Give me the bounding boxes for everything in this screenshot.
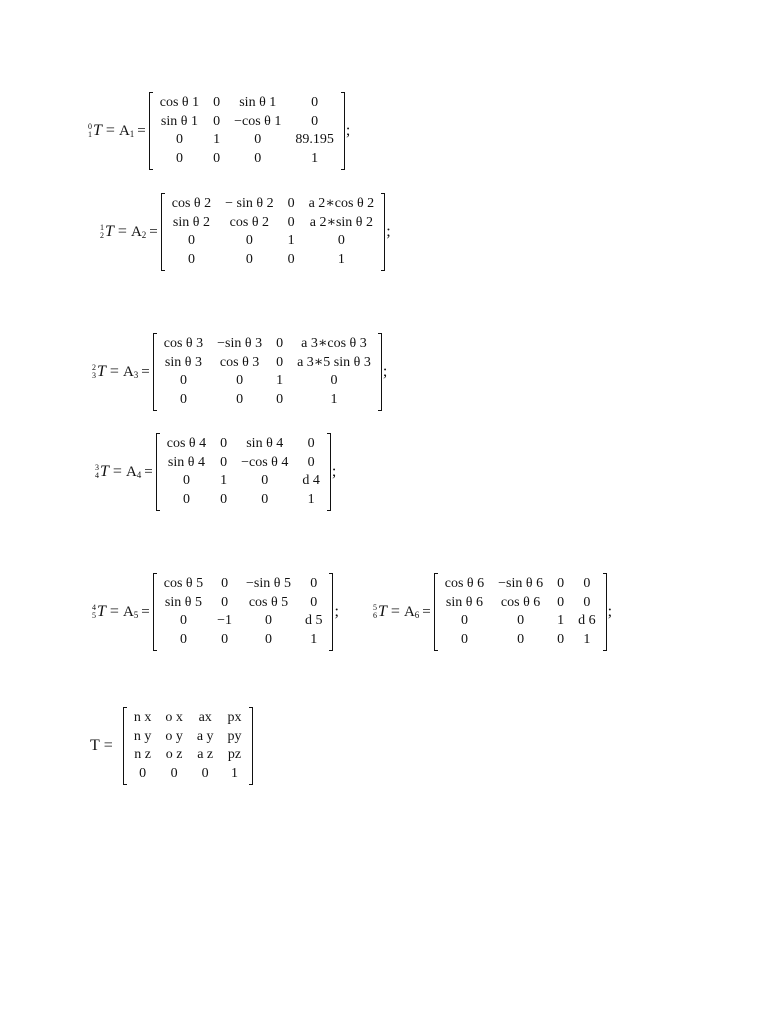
equals-sign: = bbox=[144, 463, 153, 480]
matrix-cell: 0 bbox=[221, 594, 229, 610]
matrix-cell: 0 bbox=[220, 491, 228, 507]
transform-symbol: T bbox=[100, 463, 109, 480]
matrix-row bbox=[165, 214, 381, 233]
matrix-cell: 0 bbox=[221, 576, 229, 591]
matrix-cell: cos θ 2 bbox=[171, 196, 212, 211]
matrix-cell: sin θ 6 bbox=[445, 594, 483, 610]
matrix-cell: 0 bbox=[175, 150, 183, 166]
frame-from-index: 1 bbox=[100, 223, 104, 232]
matrix-cell: 0 bbox=[201, 765, 209, 781]
matrix-cell: − sin θ 2 bbox=[225, 196, 274, 211]
matrix-cell: 0 bbox=[221, 631, 229, 647]
matrix-cell: 0 bbox=[330, 373, 338, 388]
matrix-cell: 0 bbox=[583, 576, 591, 591]
matrix-row bbox=[438, 631, 603, 650]
matrix-cell: 1 bbox=[310, 631, 318, 647]
matrix-cell: 1 bbox=[276, 373, 284, 388]
matrix-cell: 1 bbox=[557, 613, 565, 628]
semicolon: ; bbox=[345, 122, 351, 139]
matrix-row bbox=[160, 454, 327, 473]
matrix-row bbox=[438, 575, 603, 594]
matrix-cell: 1 bbox=[311, 150, 319, 166]
matrix-table bbox=[157, 575, 330, 649]
matrix-final bbox=[123, 707, 253, 785]
matrix-subscript: 6 bbox=[414, 609, 420, 620]
semicolon: ; bbox=[331, 463, 337, 480]
semicolon: ; bbox=[382, 363, 388, 380]
matrix-table bbox=[153, 94, 341, 168]
equation-lhs bbox=[95, 463, 156, 481]
matrix-cell: 0 bbox=[187, 251, 195, 267]
matrix-subscript: 1 bbox=[129, 128, 135, 139]
transform-symbol: T bbox=[97, 603, 106, 620]
matrix-cell: 0 bbox=[261, 491, 269, 507]
equals-sign: = bbox=[109, 363, 119, 380]
matrix-cell: cos θ 6 bbox=[500, 594, 541, 610]
matrix-row bbox=[153, 150, 341, 169]
matrix-cell: o x bbox=[165, 710, 183, 725]
matrix-cell: sin θ 1 bbox=[239, 95, 277, 110]
frame-from-index: 3 bbox=[95, 463, 99, 472]
matrix-cell: d 5 bbox=[304, 613, 323, 628]
matrix-cell: 0 bbox=[265, 613, 272, 628]
equation-a5 bbox=[92, 573, 339, 651]
frame-to-index: 1 bbox=[88, 130, 92, 139]
matrix-subscript: 2 bbox=[141, 229, 147, 240]
matrix-cell: cos θ 3 bbox=[219, 354, 260, 370]
matrix-cell: d 6 bbox=[578, 613, 596, 628]
matrix-cell: 0 bbox=[179, 373, 187, 388]
matrix-cell: a 2∗cos θ 2 bbox=[308, 196, 375, 211]
matrix-cell: cos θ 5 bbox=[248, 594, 289, 610]
matrix-cell: cos θ 2 bbox=[229, 214, 270, 230]
matrix-cell: 0 bbox=[254, 150, 262, 166]
frame-to-index: 6 bbox=[373, 611, 377, 620]
matrix-cell: 0 bbox=[460, 613, 468, 628]
matrix-letter: A bbox=[125, 463, 137, 480]
frame-indices bbox=[100, 224, 104, 240]
matrix-table bbox=[165, 195, 381, 269]
frame-indices bbox=[373, 604, 377, 620]
frame-indices bbox=[92, 604, 96, 620]
matrix-cell: 0 bbox=[276, 354, 284, 370]
semicolon: ; bbox=[334, 603, 339, 620]
matrix-cell: cos θ 1 bbox=[159, 95, 200, 110]
matrix-a3 bbox=[153, 333, 382, 411]
matrix-cell: 0 bbox=[307, 454, 315, 470]
matrix-cell: −sin θ 6 bbox=[498, 576, 544, 591]
matrix-cell: n z bbox=[134, 747, 151, 762]
matrix-cell: 1 bbox=[287, 233, 295, 248]
matrix-cell: 1 bbox=[213, 132, 221, 147]
equals-sign: = bbox=[117, 223, 127, 240]
equals-sign: = bbox=[112, 463, 122, 480]
matrix-cell: a 3∗cos θ 3 bbox=[301, 336, 367, 351]
semicolon: ; bbox=[386, 223, 391, 240]
equation-a1 bbox=[88, 92, 350, 170]
equation-a3 bbox=[92, 333, 387, 411]
matrix-cell: 0 bbox=[337, 233, 345, 248]
equation-lhs bbox=[92, 603, 153, 621]
frame-from-index: 4 bbox=[92, 603, 96, 612]
matrix-cell: 1 bbox=[220, 473, 228, 488]
matrix-subscript: 4 bbox=[136, 469, 142, 480]
matrix-cell: 0 bbox=[220, 454, 228, 470]
matrix-row bbox=[160, 491, 327, 510]
equals-sign: = bbox=[105, 122, 115, 139]
equals-sign: = bbox=[141, 363, 150, 380]
equation-lhs bbox=[92, 363, 153, 381]
matrix-table bbox=[438, 575, 603, 649]
matrix-table bbox=[127, 709, 249, 783]
matrix-cell: 0 bbox=[236, 373, 244, 388]
matrix-cell: 0 bbox=[307, 436, 315, 451]
matrix-cell: 0 bbox=[310, 594, 318, 610]
matrix-row bbox=[157, 612, 330, 631]
matrix-cell: 0 bbox=[276, 336, 284, 351]
matrix-cell: 0 bbox=[287, 214, 295, 230]
matrix-cell: 0 bbox=[287, 251, 295, 267]
matrix-row bbox=[127, 746, 249, 765]
matrix-row bbox=[165, 195, 381, 214]
matrix-cell: 0 bbox=[557, 594, 565, 610]
matrix-a2 bbox=[161, 193, 385, 271]
matrix-row bbox=[157, 335, 378, 354]
equals-sign: = bbox=[109, 603, 119, 620]
matrix-cell: 0 bbox=[583, 594, 591, 610]
matrix-cell: 0 bbox=[311, 113, 319, 129]
matrix-cell: −sin θ 5 bbox=[246, 576, 291, 591]
matrix-cell: 0 bbox=[213, 113, 221, 129]
matrix-cell: 0 bbox=[254, 132, 262, 147]
frame-indices bbox=[92, 364, 96, 380]
matrix-row bbox=[160, 472, 327, 491]
matrix-name bbox=[123, 604, 138, 621]
matrix-cell: a y bbox=[196, 728, 214, 744]
matrix-row bbox=[157, 391, 378, 410]
equation-lhs bbox=[90, 737, 117, 755]
equals-sign: = bbox=[390, 603, 400, 620]
matrix-subscript: 3 bbox=[133, 369, 139, 380]
matrix-cell: 0 bbox=[213, 150, 221, 166]
equation-a2 bbox=[100, 193, 391, 271]
matrix-name bbox=[119, 123, 134, 140]
matrix-cell: 1 bbox=[583, 631, 591, 647]
matrix-cell: 0 bbox=[187, 233, 195, 248]
equation-a4 bbox=[95, 433, 336, 511]
matrix-letter: A bbox=[122, 363, 134, 380]
matrix-row bbox=[160, 435, 327, 454]
transform-symbol: T bbox=[105, 223, 114, 240]
matrix-cell: 0 bbox=[276, 391, 284, 407]
matrix-name bbox=[123, 364, 138, 381]
matrix-name bbox=[131, 224, 146, 241]
matrix-cell: d 4 bbox=[302, 473, 320, 488]
matrix-row bbox=[157, 594, 330, 613]
equals-sign: = bbox=[137, 122, 146, 139]
matrix-row bbox=[157, 575, 330, 594]
frame-from-index: 5 bbox=[373, 603, 377, 612]
matrix-cell: 0 bbox=[236, 391, 244, 407]
matrix-cell: cos θ 6 bbox=[444, 576, 485, 591]
matrix-cell: 0 bbox=[517, 631, 525, 647]
matrix-letter: A bbox=[130, 223, 142, 240]
matrix-a4 bbox=[156, 433, 331, 511]
equation-lhs bbox=[88, 122, 149, 140]
matrix-cell: 0 bbox=[182, 491, 190, 507]
matrix-a6 bbox=[434, 573, 607, 651]
transform-symbol: T bbox=[97, 363, 106, 380]
equals-sign: = bbox=[149, 223, 158, 240]
matrix-cell: 0 bbox=[245, 251, 253, 267]
equation-final bbox=[90, 707, 253, 785]
matrix-cell: cos θ 3 bbox=[163, 336, 204, 351]
matrix-cell: 0 bbox=[265, 631, 272, 647]
matrix-a1 bbox=[149, 92, 345, 170]
matrix-row bbox=[438, 594, 603, 613]
matrix-cell: 1 bbox=[337, 251, 345, 267]
matrix-cell: 0 bbox=[182, 473, 190, 488]
matrix-cell: 1 bbox=[330, 391, 338, 407]
matrix-cell: cos θ 4 bbox=[166, 436, 207, 451]
matrix-cell: 0 bbox=[310, 576, 318, 591]
frame-to-index: 4 bbox=[95, 471, 99, 480]
matrix-cell: sin θ 3 bbox=[164, 354, 202, 370]
matrix-cell: −sin θ 3 bbox=[217, 336, 263, 351]
matrix-cell: 0 bbox=[220, 436, 228, 451]
matrix-cell: −1 bbox=[217, 613, 233, 628]
matrix-cell: cos θ 5 bbox=[163, 576, 204, 591]
transform-symbol: T bbox=[93, 122, 102, 139]
frame-from-index: 0 bbox=[88, 122, 92, 131]
matrix-cell: 0 bbox=[557, 576, 565, 591]
matrix-row bbox=[157, 631, 330, 650]
matrix-row bbox=[153, 131, 341, 150]
matrix-cell: py bbox=[227, 728, 242, 744]
matrix-row bbox=[165, 251, 381, 270]
matrix-cell: a z bbox=[197, 747, 214, 762]
frame-to-index: 5 bbox=[92, 611, 96, 620]
matrix-row bbox=[153, 94, 341, 113]
matrix-cell: 0 bbox=[213, 95, 221, 110]
matrix-cell: a 2∗sin θ 2 bbox=[309, 214, 374, 230]
matrix-cell: 0 bbox=[287, 196, 295, 211]
matrix-cell: −cos θ 4 bbox=[241, 454, 289, 470]
matrix-a5 bbox=[153, 573, 334, 651]
matrix-table bbox=[157, 335, 378, 409]
matrix-letter: A bbox=[403, 603, 415, 620]
matrix-cell: 0 bbox=[517, 613, 525, 628]
matrix-row bbox=[165, 232, 381, 251]
transform-symbol: T bbox=[378, 603, 387, 620]
matrix-name bbox=[126, 464, 141, 481]
matrix-cell: 0 bbox=[460, 631, 468, 647]
equals-sign: = bbox=[103, 737, 113, 754]
matrix-cell: o y bbox=[165, 728, 183, 744]
frame-indices bbox=[88, 123, 92, 139]
frame-indices bbox=[95, 464, 99, 480]
matrix-cell: 0 bbox=[170, 765, 178, 781]
equation-lhs bbox=[100, 223, 161, 241]
matrix-cell: 0 bbox=[179, 613, 187, 628]
matrix-cell: 0 bbox=[261, 473, 269, 488]
equals-sign: = bbox=[141, 603, 150, 620]
matrix-cell: o z bbox=[165, 747, 183, 762]
matrix-cell: 89.195 bbox=[295, 132, 334, 147]
matrix-table bbox=[160, 435, 327, 509]
matrix-cell: −cos θ 1 bbox=[234, 113, 282, 129]
equals-sign: = bbox=[422, 603, 431, 620]
frame-from-index: 2 bbox=[92, 363, 96, 372]
matrix-cell: 0 bbox=[557, 631, 565, 647]
matrix-subscript: 5 bbox=[133, 609, 139, 620]
frame-to-index: 2 bbox=[100, 231, 104, 240]
matrix-row bbox=[127, 728, 249, 747]
matrix-cell: pz bbox=[227, 747, 242, 762]
matrix-cell: sin θ 1 bbox=[160, 113, 198, 129]
matrix-name bbox=[404, 604, 419, 621]
matrix-letter: A bbox=[122, 603, 134, 620]
matrix-row bbox=[157, 372, 378, 391]
matrix-cell: sin θ 4 bbox=[167, 454, 205, 470]
matrix-row bbox=[153, 113, 341, 132]
semicolon: ; bbox=[607, 603, 613, 620]
matrix-cell: n y bbox=[133, 728, 152, 744]
matrix-row bbox=[127, 709, 249, 728]
equation-a6 bbox=[373, 573, 612, 651]
matrix-cell: n x bbox=[133, 710, 152, 725]
matrix-cell: 0 bbox=[311, 95, 319, 110]
final-transform-symbol: T bbox=[90, 737, 100, 754]
matrix-cell: 1 bbox=[307, 491, 315, 507]
matrix-cell: sin θ 4 bbox=[246, 436, 284, 451]
matrix-row bbox=[438, 612, 603, 631]
matrix-row bbox=[127, 765, 249, 784]
matrix-cell: sin θ 2 bbox=[172, 214, 210, 230]
matrix-row bbox=[157, 354, 378, 373]
matrix-cell: sin θ 5 bbox=[164, 594, 202, 610]
matrix-letter: A bbox=[118, 122, 130, 139]
matrix-cell: 0 bbox=[175, 132, 183, 147]
matrix-cell: 1 bbox=[231, 765, 239, 781]
matrix-cell: px bbox=[227, 710, 242, 725]
equation-lhs bbox=[373, 603, 434, 621]
matrix-cell: ax bbox=[198, 710, 212, 725]
matrix-cell: 0 bbox=[245, 233, 253, 248]
matrix-cell: a 3∗5 sin θ 3 bbox=[297, 354, 371, 370]
matrix-cell: 0 bbox=[179, 631, 187, 647]
frame-to-index: 3 bbox=[92, 371, 96, 380]
matrix-cell: 0 bbox=[179, 391, 187, 407]
matrix-cell: 0 bbox=[139, 765, 147, 781]
